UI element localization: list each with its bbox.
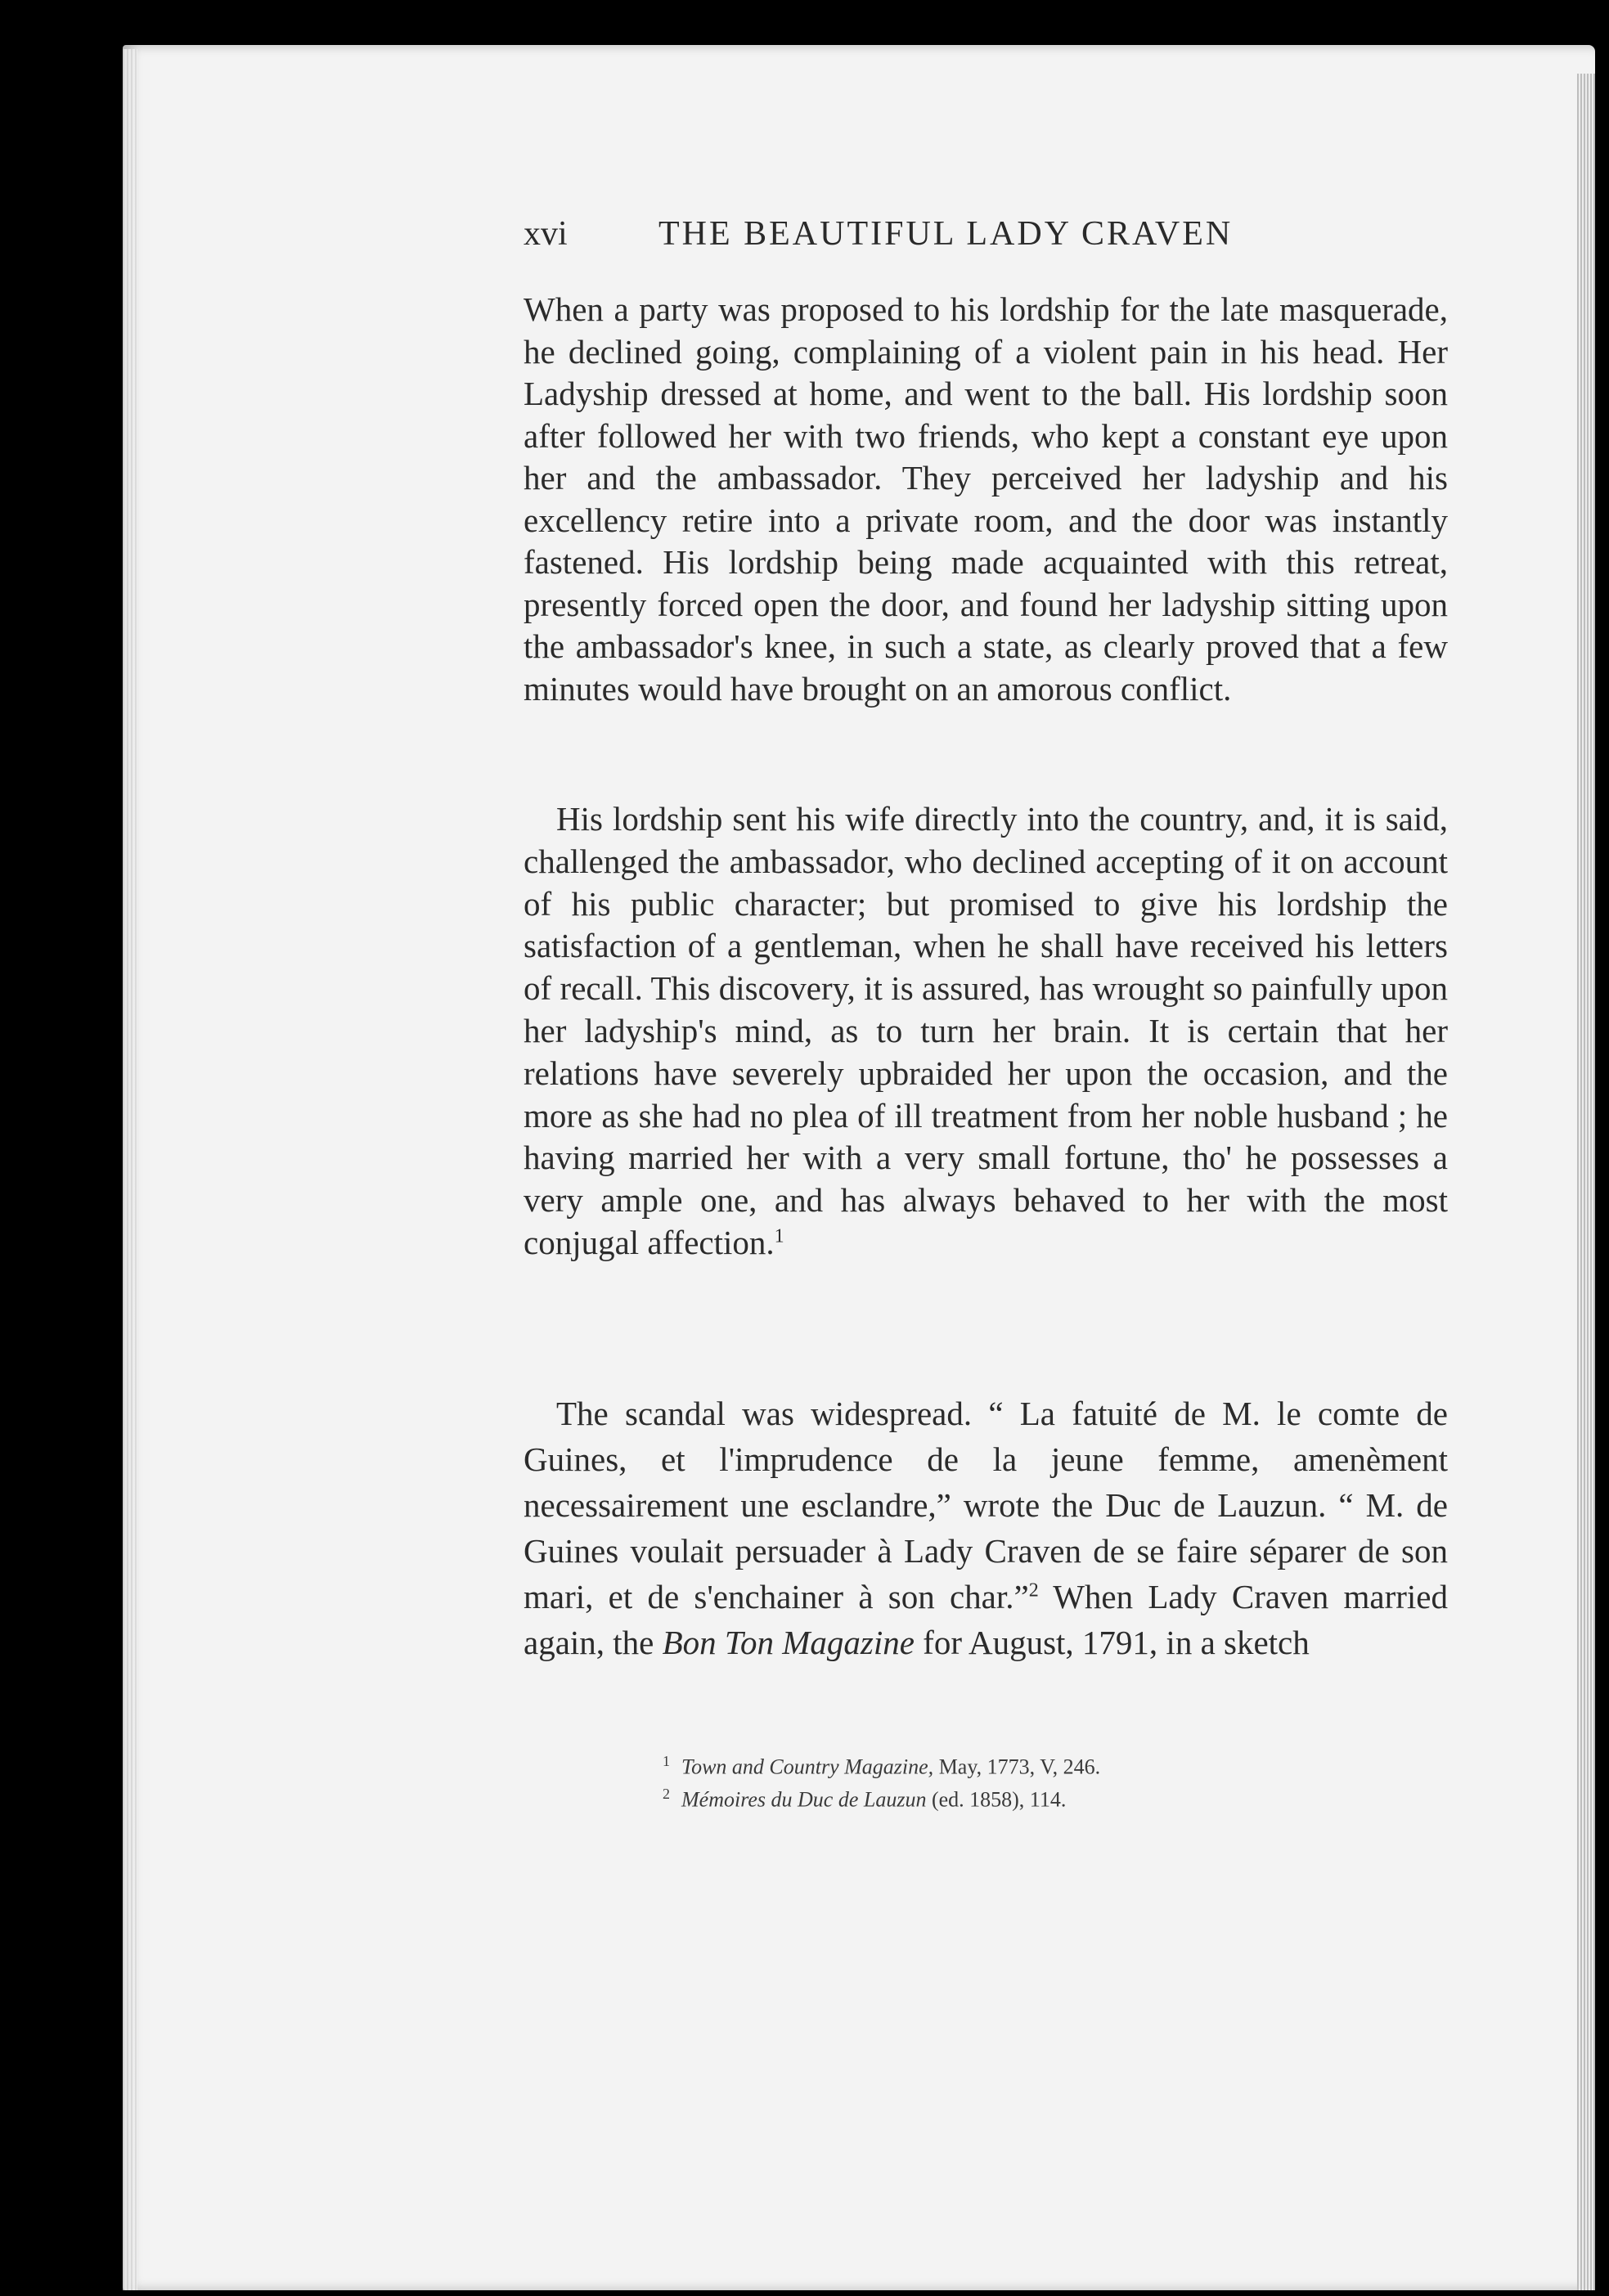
footnote-source: Town and Country Magazine, <box>681 1755 934 1779</box>
page-gutter-edge <box>123 49 137 2290</box>
footnote-source: Mémoires du Duc de Lauzun <box>681 1787 927 1812</box>
page-number: xvi <box>524 215 568 253</box>
paragraph-quoted-account <box>524 289 1448 710</box>
paragraph-continued-account <box>524 798 1448 1265</box>
footnote-number: 2 <box>663 1785 670 1802</box>
paragraph-scandal <box>524 1391 1448 1665</box>
footnote <box>663 1781 1399 1813</box>
footnote-reference: 2 <box>1028 1579 1039 1602</box>
paragraph-text: The scandal was widespread. “ La fatuité de M. le comte de Guines, et l'imprudence de la jeune femme, amenèment necessairement une esclandre,” wrote the Duc de Lauzun. “ M. de Guines voulait persuader à Lady Craven de se faire séparer de son mari, et de s'enchainer à son char.” <box>524 1395 1448 1615</box>
paragraph-text: for August, 1791, in a sketch <box>914 1624 1310 1661</box>
magazine-title: Bon Ton Magazine <box>662 1624 915 1661</box>
paragraph-text: When a party was proposed to his lordship for the late masquerade, he declined going, complaining of a violent pain in his head. Her Ladyship dressed at home, and went to the ball. His lordship soon after followed her with two friends, who kept a constant eye upon her and the ambassador. They perceived her ladyship and his excellency retire into a private room, and the door was instantly fastened. His lordship being made acquainted with this retreat, presently forced open the door, and found her ladyship sitting upon the ambassador's knee, in such a state, as clearly proved that a few minutes would have brought on an amorous conflict. <box>524 290 1448 708</box>
page-fore-edge <box>1577 74 1595 2290</box>
paragraph-text: When Lady Craven married again, the <box>524 1578 1448 1661</box>
footnote-number: 1 <box>663 1753 670 1769</box>
running-title: THE BEAUTIFUL LADY CRAVEN <box>658 215 1234 253</box>
footnotes <box>663 1748 1399 1813</box>
footnote-detail: (ed. 1858), 114. <box>926 1787 1067 1812</box>
footnote-detail: May, 1773, V, 246. <box>933 1755 1101 1779</box>
footnote-reference: 1 <box>774 1225 784 1247</box>
running-head <box>524 214 1350 263</box>
footnote <box>663 1748 1399 1781</box>
paragraph-text: His lordship sent his wife directly into the country, and, it is said, challenged the ambassador, who declined accepting of it on account of his public character; but promised to give his lordship the satisfaction of a gentleman, when he shall have received his letters of recall. This discovery, it is assured, has wrought so painfully upon her ladyship's mind, as to turn her brain. It is certain that her relations have severely upbraided her upon the occasion, and the more as she had no plea of ill treatment from her noble husband ; he having married her with a very small fortune, tho' he possesses a very ample one, and has always behaved to her with the most conjugal affection. <box>524 800 1448 1261</box>
